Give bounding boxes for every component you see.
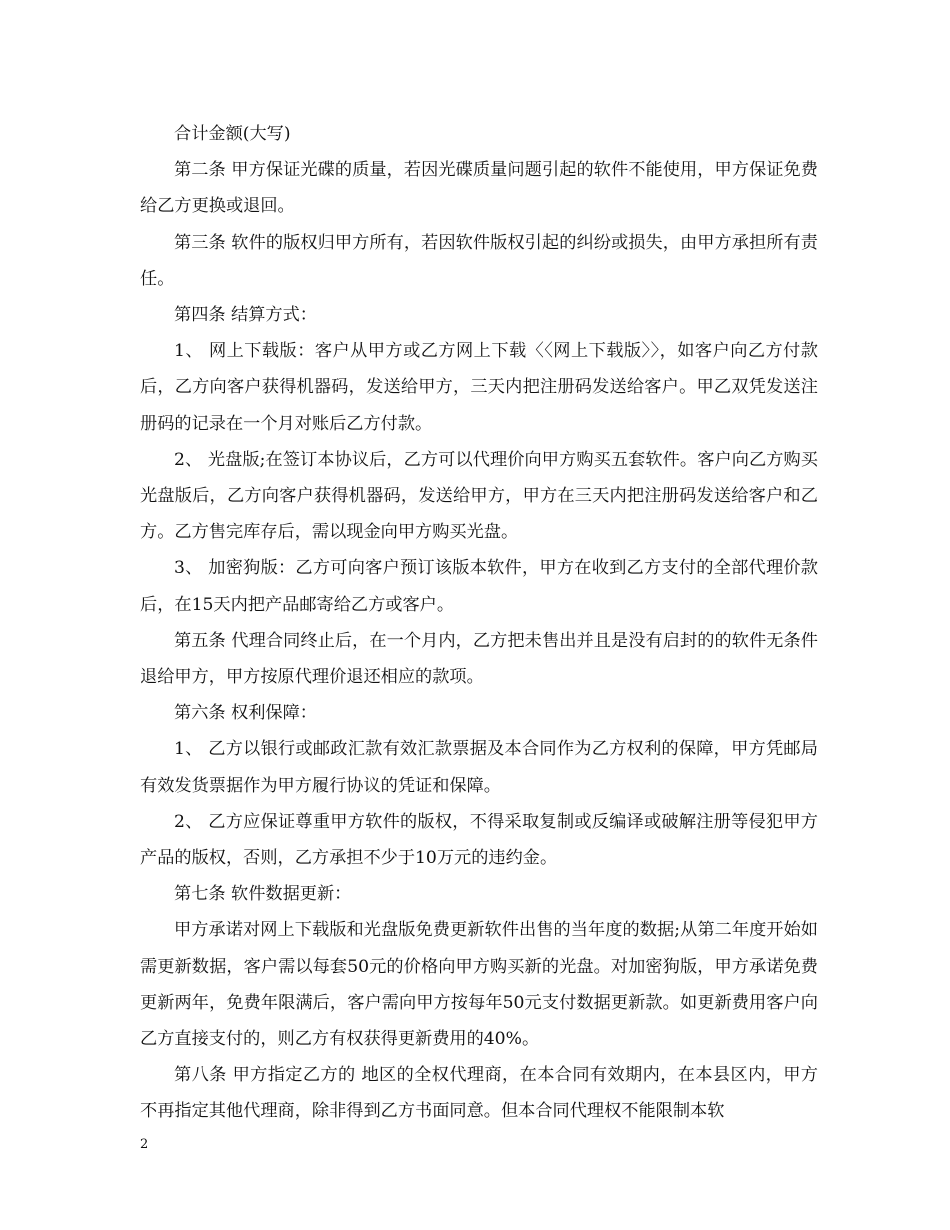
paragraph-article-8: 第八条 甲方指定乙方的 地区的全权代理商，在本合同有效期内，在本县区内，甲方不再指定其他代理商，除非得到乙方书面同意。但本合同代理权不能限制本软 — [140, 1065, 818, 1122]
paragraph-article-7-body: 甲方承诺对网上下载版和光盘版免费更新软件出售的当年度的数据;从第二年度开始如需更新数据，客户需以每套50元的价格向甲方购买新的光盘。对加密狗版，甲方承诺免费更新两年，免费年限满后，客户需向甲方按每年50元支付数据更新款。如更新费用客户向乙方直接支付的，则乙方有权获得更新费用的40%。 — [140, 920, 818, 1050]
paragraph-article-3: 第三条 软件的版权归甲方所有，若因软件版权引起的纠纷或损失，由甲方承担所有责任。 — [140, 232, 818, 289]
paragraph-article-4-heading: 第四条 结算方式： — [174, 305, 317, 326]
paragraph-article-4-item-2: 2、 光盘版;在签订本协议后，乙方可以代理价向甲方购买五套软件。客户向乙方购买光盘版后，乙方向客户获得机器码，发送给甲方，甲方在三天内把注册码发送给客户和乙方。乙方售完库存后，需以现金向甲方购买光盘。 — [140, 449, 818, 543]
paragraph-article-7-heading: 第七条 软件数据更新： — [174, 884, 352, 905]
paragraph-total-amount: 合计金额(大写) — [174, 124, 291, 144]
paragraph-article-6-item-2: 2、 乙方应保证尊重甲方软件的版权，不得采取复制或反编译或破解注册等侵犯甲方产品的版权，否则，乙方承担不少于10万元的违约金。 — [140, 811, 818, 869]
paragraph-article-4-item-3: 3、 加密狗版：乙方可向客户预订该版本软件，甲方在收到乙方支付的全部代理价款后，在15天内把产品邮寄给乙方或客户。 — [140, 558, 818, 615]
paragraph-article-4-item-1: 1、 网上下载版：客户从甲方或乙方网上下载〈〈网上下载版〉〉，如客户向乙方付款后，乙方向客户获得机器码，发送给甲方，三天内把注册码发送给客户。甲乙双凭发送注册码的记录在一个月对账后乙方付款。 — [140, 341, 818, 434]
paragraph-article-2: 第二条 甲方保证光碟的质量，若因光碟质量问题引起的软件不能使用，甲方保证免费给乙方更换或退回。 — [140, 160, 818, 217]
document-body — [140, 116, 818, 1130]
paragraph-article-6-item-1: 1、 乙方以银行或邮政汇款有效汇款票据及本合同作为乙方权利的保障，甲方凭邮局有效发货票据作为甲方履行协议的凭证和保障。 — [140, 739, 818, 796]
paragraph-article-5: 第五条 代理合同终止后，在一个月内，乙方把未售出并且是没有启封的的软件无条件退给甲方，甲方按原代理价退还相应的款项。 — [140, 630, 818, 688]
page-number: 2 — [140, 1137, 149, 1152]
paragraph-article-6-heading: 第六条 权利保障： — [174, 703, 317, 724]
